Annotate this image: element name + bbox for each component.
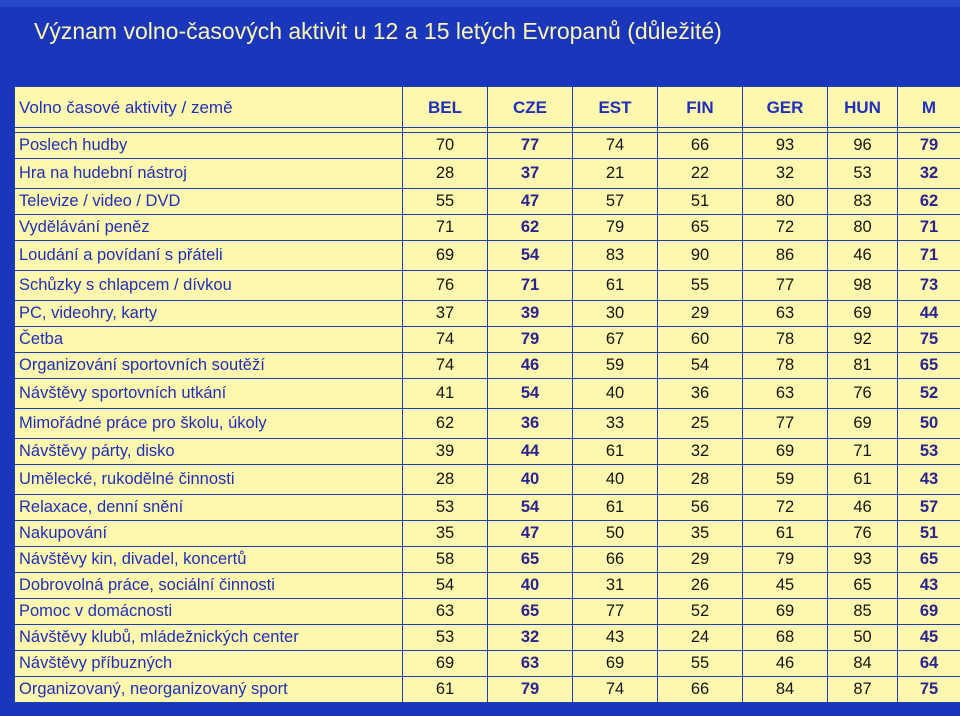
cell-bel: 28 [403, 465, 488, 495]
cell-cze: 39 [488, 301, 573, 327]
cell-fin: 54 [658, 353, 743, 379]
cell-bel: 61 [403, 677, 488, 703]
table-row [15, 133, 960, 159]
row-label: Návštěvy příbuzných [15, 651, 403, 677]
cell-est: 61 [573, 271, 658, 301]
cell-hun: 92 [828, 327, 898, 353]
cell-est: 79 [573, 215, 658, 241]
column-header-m: M [898, 87, 960, 128]
table-row [15, 215, 960, 241]
cell-fin: 66 [658, 677, 743, 703]
cell-est: 61 [573, 439, 658, 465]
cell-ger: 68 [743, 625, 828, 651]
column-header-ger: GER [743, 87, 828, 128]
cell-ger: 32 [743, 159, 828, 189]
cell-est: 83 [573, 241, 658, 271]
cell-fin: 26 [658, 573, 743, 599]
table-row [15, 599, 960, 625]
cell-cze: 54 [488, 241, 573, 271]
cell-m: 57 [898, 495, 960, 521]
cell-cze: 77 [488, 133, 573, 159]
cell-est: 66 [573, 547, 658, 573]
cell-ger: 86 [743, 241, 828, 271]
cell-m: 69 [898, 599, 960, 625]
cell-est: 30 [573, 301, 658, 327]
cell-bel: 74 [403, 327, 488, 353]
cell-m: 64 [898, 651, 960, 677]
column-header-cze: CZE [488, 87, 573, 128]
cell-bel: 74 [403, 353, 488, 379]
cell-m: 52 [898, 379, 960, 409]
activity-table [14, 86, 960, 703]
top-strip [0, 0, 960, 7]
cell-ger: 77 [743, 271, 828, 301]
cell-est: 40 [573, 465, 658, 495]
cell-fin: 60 [658, 327, 743, 353]
cell-est: 77 [573, 599, 658, 625]
cell-bel: 53 [403, 495, 488, 521]
cell-ger: 72 [743, 495, 828, 521]
cell-est: 67 [573, 327, 658, 353]
row-label: Umělecké, rukodělné činnosti [15, 465, 403, 495]
cell-m: 75 [898, 677, 960, 703]
cell-bel: 76 [403, 271, 488, 301]
row-label: Televize / video / DVD [15, 189, 403, 215]
cell-hun: 87 [828, 677, 898, 703]
table-row [15, 651, 960, 677]
cell-hun: 76 [828, 379, 898, 409]
cell-cze: 54 [488, 379, 573, 409]
row-label: Mimořádné práce pro školu, úkoly [15, 409, 403, 439]
cell-m: 45 [898, 625, 960, 651]
cell-ger: 63 [743, 379, 828, 409]
cell-cze: 62 [488, 215, 573, 241]
cell-hun: 46 [828, 241, 898, 271]
cell-bel: 62 [403, 409, 488, 439]
cell-hun: 93 [828, 547, 898, 573]
cell-fin: 36 [658, 379, 743, 409]
row-label: Četba [15, 327, 403, 353]
cell-fin: 25 [658, 409, 743, 439]
cell-ger: 78 [743, 353, 828, 379]
cell-fin: 29 [658, 547, 743, 573]
cell-est: 61 [573, 495, 658, 521]
cell-hun: 98 [828, 271, 898, 301]
cell-ger: 78 [743, 327, 828, 353]
cell-ger: 46 [743, 651, 828, 677]
cell-hun: 65 [828, 573, 898, 599]
cell-hun: 69 [828, 409, 898, 439]
cell-fin: 90 [658, 241, 743, 271]
cell-ger: 69 [743, 599, 828, 625]
row-label: Dobrovolná práce, sociální činnosti [15, 573, 403, 599]
cell-ger: 45 [743, 573, 828, 599]
cell-cze: 46 [488, 353, 573, 379]
cell-ger: 80 [743, 189, 828, 215]
row-label: Návštěvy sportovních utkání [15, 379, 403, 409]
cell-hun: 84 [828, 651, 898, 677]
cell-m: 73 [898, 271, 960, 301]
cell-bel: 71 [403, 215, 488, 241]
table-row [15, 677, 960, 703]
table-row [15, 189, 960, 215]
cell-cze: 71 [488, 271, 573, 301]
cell-m: 53 [898, 439, 960, 465]
row-label: Nakupování [15, 521, 403, 547]
cell-m: 50 [898, 409, 960, 439]
cell-bel: 39 [403, 439, 488, 465]
cell-bel: 28 [403, 159, 488, 189]
cell-cze: 40 [488, 465, 573, 495]
cell-cze: 54 [488, 495, 573, 521]
cell-bel: 69 [403, 651, 488, 677]
cell-hun: 50 [828, 625, 898, 651]
cell-ger: 93 [743, 133, 828, 159]
cell-cze: 37 [488, 159, 573, 189]
cell-m: 79 [898, 133, 960, 159]
row-label: Organizování sportovních soutěží [15, 353, 403, 379]
cell-fin: 35 [658, 521, 743, 547]
cell-m: 32 [898, 159, 960, 189]
cell-est: 43 [573, 625, 658, 651]
table-row [15, 159, 960, 189]
cell-fin: 29 [658, 301, 743, 327]
cell-fin: 52 [658, 599, 743, 625]
cell-cze: 36 [488, 409, 573, 439]
cell-est: 31 [573, 573, 658, 599]
row-label: Organizovaný, neorganizovaný sport [15, 677, 403, 703]
cell-hun: 71 [828, 439, 898, 465]
row-label: Schůzky s chlapcem / dívkou [15, 271, 403, 301]
cell-ger: 63 [743, 301, 828, 327]
column-header-est: EST [573, 87, 658, 128]
cell-m: 65 [898, 353, 960, 379]
cell-fin: 24 [658, 625, 743, 651]
cell-cze: 47 [488, 521, 573, 547]
cell-hun: 80 [828, 215, 898, 241]
cell-ger: 69 [743, 439, 828, 465]
cell-bel: 70 [403, 133, 488, 159]
cell-hun: 61 [828, 465, 898, 495]
cell-fin: 32 [658, 439, 743, 465]
cell-bel: 54 [403, 573, 488, 599]
cell-fin: 28 [658, 465, 743, 495]
cell-cze: 79 [488, 677, 573, 703]
cell-bel: 63 [403, 599, 488, 625]
cell-est: 59 [573, 353, 658, 379]
table-body [15, 128, 960, 703]
cell-ger: 84 [743, 677, 828, 703]
row-label: PC, videohry, karty [15, 301, 403, 327]
table-row [15, 547, 960, 573]
table-row [15, 439, 960, 465]
cell-bel: 55 [403, 189, 488, 215]
table-row [15, 521, 960, 547]
column-header-fin: FIN [658, 87, 743, 128]
cell-cze: 65 [488, 599, 573, 625]
row-label: Návštěvy kin, divadel, koncertů [15, 547, 403, 573]
cell-est: 50 [573, 521, 658, 547]
cell-ger: 59 [743, 465, 828, 495]
cell-est: 57 [573, 189, 658, 215]
table-row [15, 409, 960, 439]
cell-cze: 79 [488, 327, 573, 353]
column-header-hun: HUN [828, 87, 898, 128]
cell-bel: 35 [403, 521, 488, 547]
cell-ger: 61 [743, 521, 828, 547]
cell-fin: 66 [658, 133, 743, 159]
cell-cze: 44 [488, 439, 573, 465]
cell-cze: 47 [488, 189, 573, 215]
table-row [15, 271, 960, 301]
cell-est: 33 [573, 409, 658, 439]
cell-hun: 81 [828, 353, 898, 379]
row-label: Loudání a povídaní s přáteli [15, 241, 403, 271]
row-label: Pomoc v domácnosti [15, 599, 403, 625]
cell-hun: 96 [828, 133, 898, 159]
cell-m: 43 [898, 465, 960, 495]
column-header-bel: BEL [403, 87, 488, 128]
table-row [15, 327, 960, 353]
row-label: Návštěvy párty, disko [15, 439, 403, 465]
slide-title: Význam volno-časových aktivit u 12 a 15 letých Evropanů (důležité) [34, 18, 722, 44]
cell-cze: 63 [488, 651, 573, 677]
table-row [15, 379, 960, 409]
cell-bel: 41 [403, 379, 488, 409]
cell-m: 71 [898, 215, 960, 241]
table-row [15, 241, 960, 271]
row-label: Poslech hudby [15, 133, 403, 159]
cell-m: 51 [898, 521, 960, 547]
table-row [15, 353, 960, 379]
cell-m: 43 [898, 573, 960, 599]
cell-m: 62 [898, 189, 960, 215]
cell-bel: 53 [403, 625, 488, 651]
cell-m: 65 [898, 547, 960, 573]
cell-ger: 77 [743, 409, 828, 439]
cell-ger: 72 [743, 215, 828, 241]
cell-fin: 55 [658, 651, 743, 677]
cell-bel: 58 [403, 547, 488, 573]
cell-fin: 65 [658, 215, 743, 241]
cell-est: 74 [573, 133, 658, 159]
row-label: Vydělávání peněz [15, 215, 403, 241]
cell-ger: 79 [743, 547, 828, 573]
cell-bel: 69 [403, 241, 488, 271]
row-label: Hra na hudební nástroj [15, 159, 403, 189]
table-row [15, 301, 960, 327]
cell-fin: 55 [658, 271, 743, 301]
row-label: Návštěvy klubů, mládežnických center [15, 625, 403, 651]
table-row [15, 465, 960, 495]
cell-hun: 46 [828, 495, 898, 521]
cell-hun: 53 [828, 159, 898, 189]
cell-hun: 76 [828, 521, 898, 547]
table-row [15, 573, 960, 599]
cell-est: 21 [573, 159, 658, 189]
cell-bel: 37 [403, 301, 488, 327]
cell-m: 71 [898, 241, 960, 271]
cell-fin: 56 [658, 495, 743, 521]
cell-est: 69 [573, 651, 658, 677]
row-label: Relaxace, denní snění [15, 495, 403, 521]
cell-fin: 51 [658, 189, 743, 215]
table-header-row [15, 87, 960, 128]
cell-hun: 83 [828, 189, 898, 215]
table-row [15, 625, 960, 651]
cell-m: 75 [898, 327, 960, 353]
table-row [15, 495, 960, 521]
cell-est: 74 [573, 677, 658, 703]
cell-cze: 32 [488, 625, 573, 651]
header-label: Volno časové aktivity / země [15, 87, 403, 128]
cell-fin: 22 [658, 159, 743, 189]
cell-m: 44 [898, 301, 960, 327]
cell-hun: 69 [828, 301, 898, 327]
cell-est: 40 [573, 379, 658, 409]
cell-cze: 65 [488, 547, 573, 573]
cell-cze: 40 [488, 573, 573, 599]
cell-hun: 85 [828, 599, 898, 625]
